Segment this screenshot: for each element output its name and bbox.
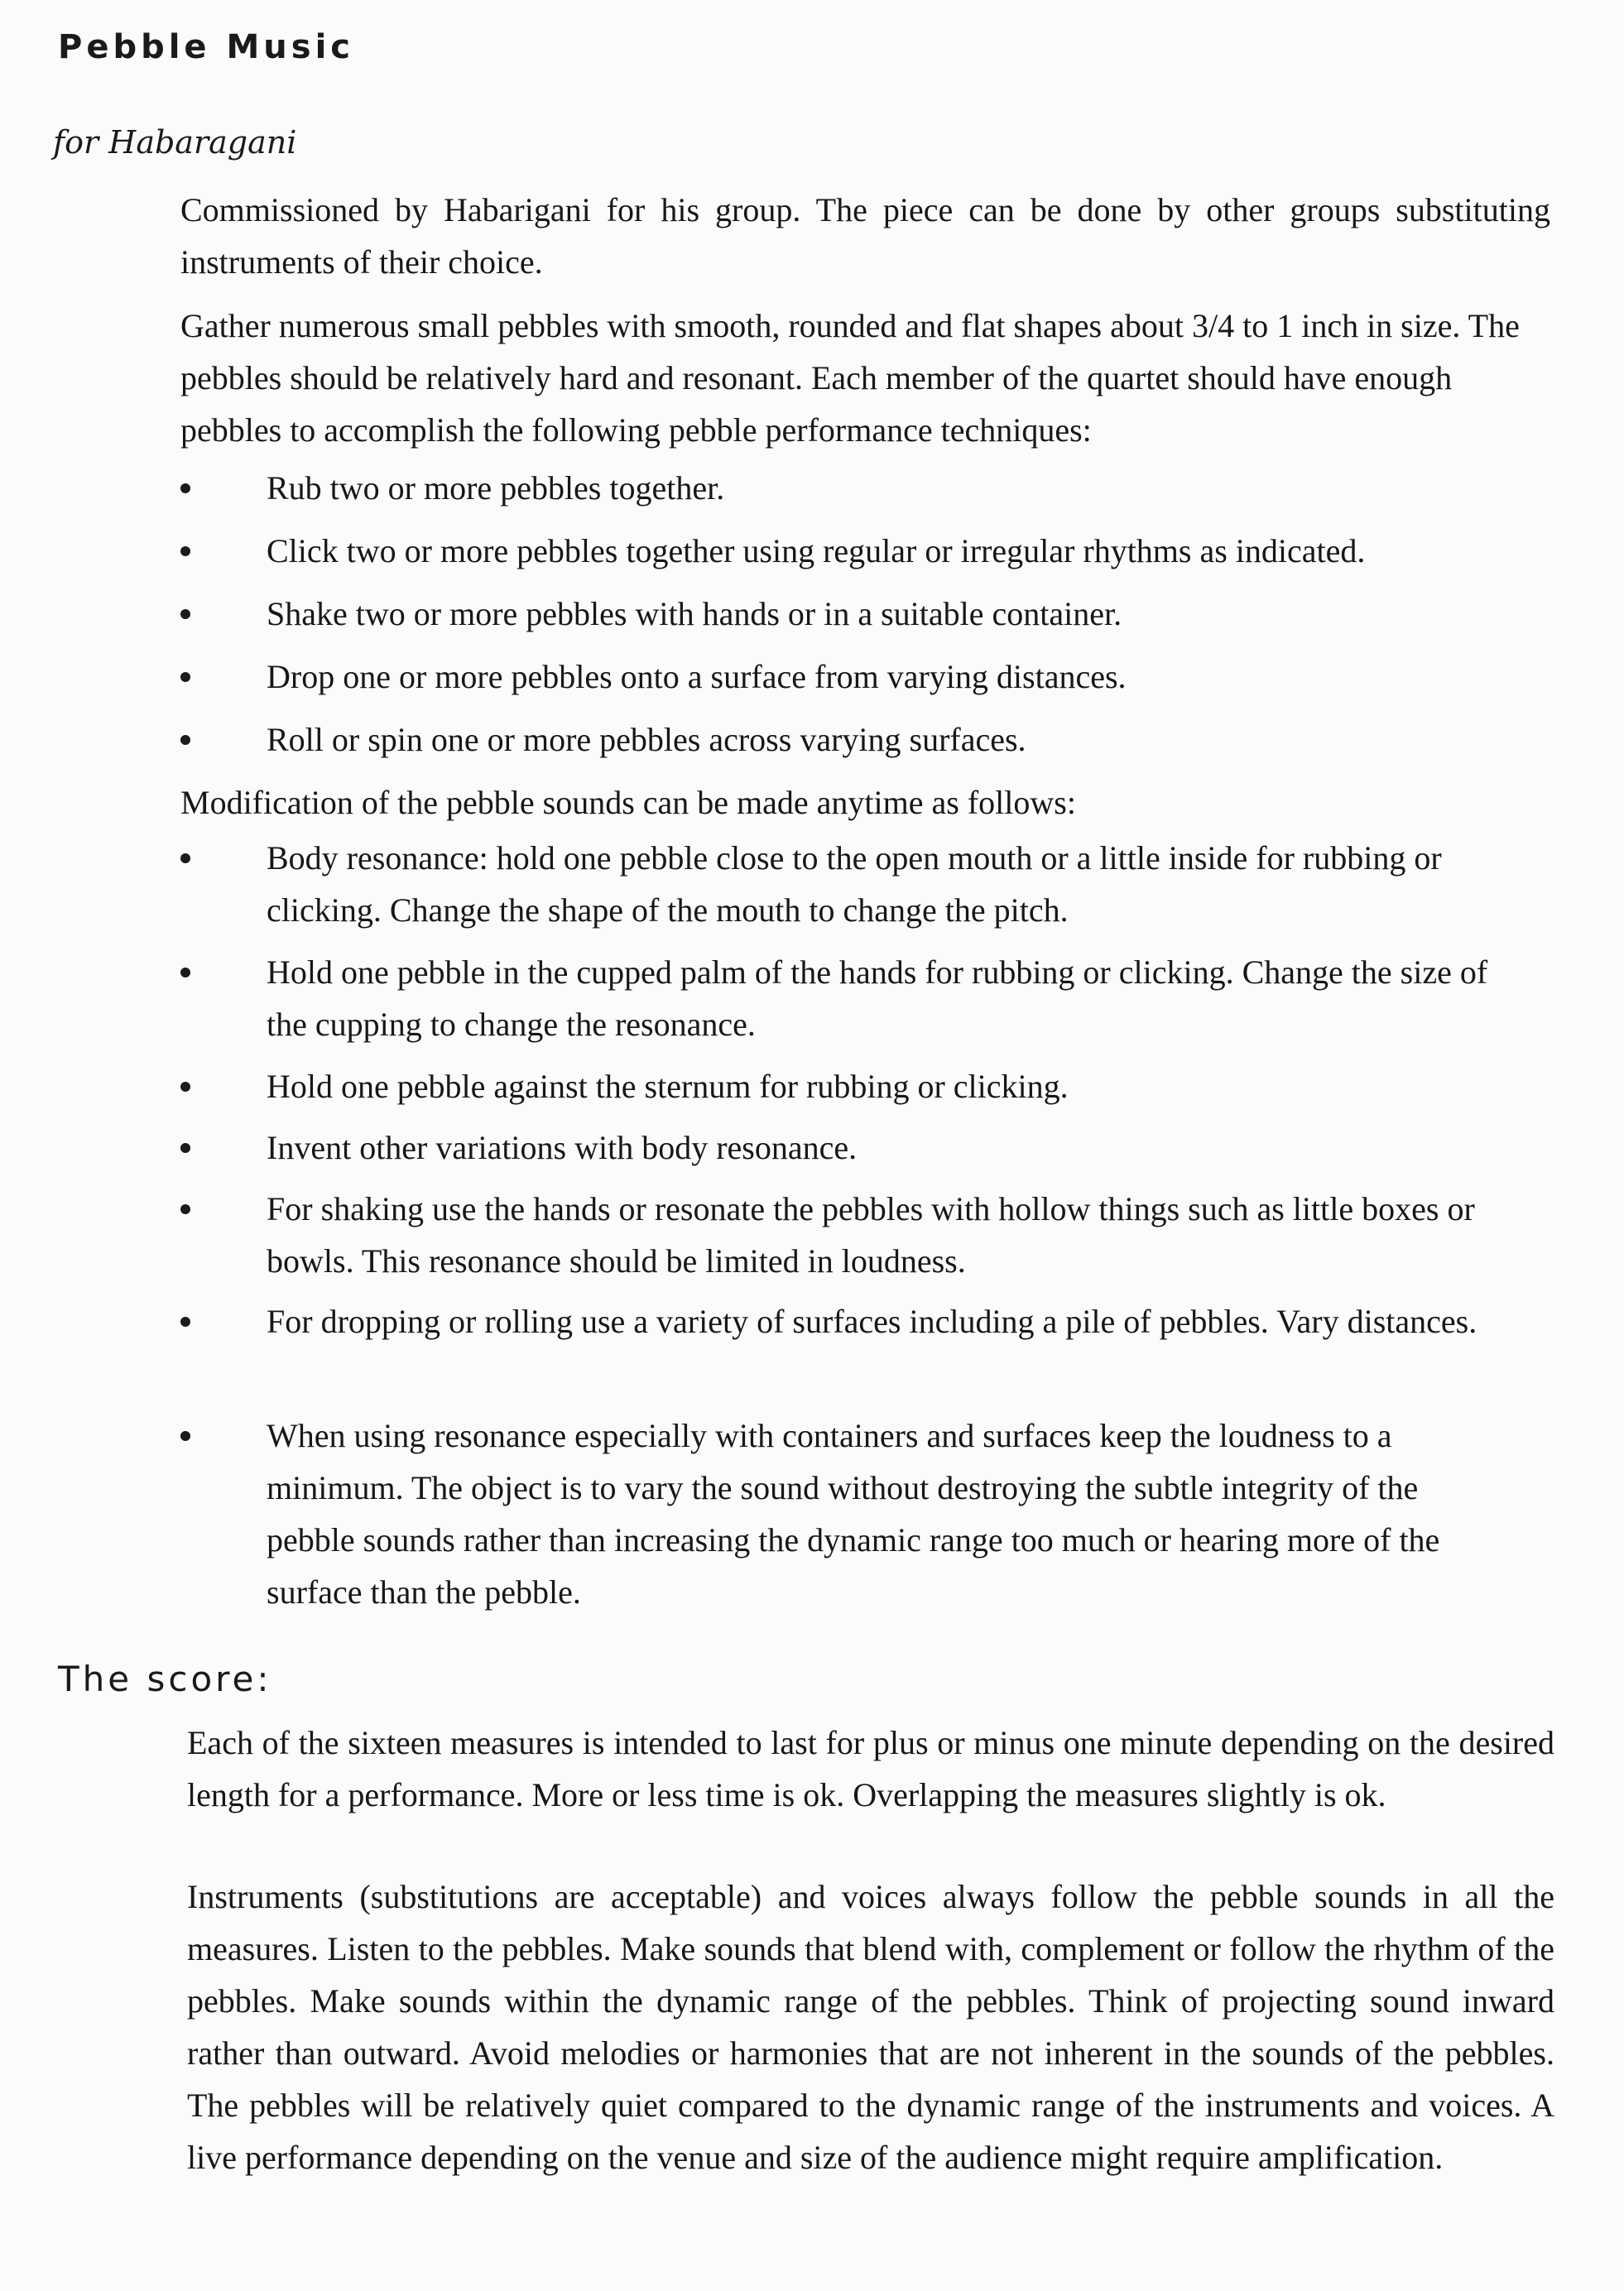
list-item (180, 1295, 1554, 1410)
page-title: Pebble Music (58, 28, 354, 66)
modification-text: For dropping or rolling use a variety of surfaces including a pile of pebbles. Vary distances. (267, 1303, 1477, 1340)
technique-text: Shake two or more pebbles with hands or in a suitable container. (267, 595, 1122, 632)
score-paragraph-instruments: Instruments (substitutions are acceptable) and voices always follow the pebble sounds in all the measures. Listen to the pebbles. Make sounds that blend with, complement or follow the rhythm of the pebbles. Make sounds within the dynamic range of the pebbles. Think of projecting sound inward rather than outward. Avoid melodies or harmonies that are not inherent in the sounds of the pebbles. The pebbles will be relatively quiet compared to the dynamic range of the instruments and voices. A live performance depending on the venue and size of the audience might require amplification. (187, 1878, 1554, 2176)
list-item (180, 832, 1554, 946)
bullet-icon (180, 672, 190, 682)
list-item (180, 1121, 1554, 1183)
modification-text: Body resonance: hold one pebble close to the open mouth or a little inside for rubbing or clicking. Change the shape of the mouth to change the pitch. (267, 839, 1442, 929)
modification-text: Invent other variations with body resonance. (267, 1129, 858, 1166)
list-item (180, 588, 1554, 651)
bullet-icon (180, 1431, 190, 1441)
modification-list (180, 832, 1554, 1621)
list-item (180, 1183, 1554, 1295)
list-item (180, 713, 1554, 776)
intro-paragraph-gather-pebbles: Gather numerous small pebbles with smooth, rounded and flat shapes about 3/4 to 1 inch in size. The pebbles should be relatively hard and resonant. Each member of the quartet should have enough pebbles to accomplish the following pebble performance techniques: (180, 307, 1520, 449)
list-item (180, 1060, 1554, 1121)
list-item (180, 1410, 1554, 1621)
list-item (180, 946, 1554, 1060)
score-heading: The score: (58, 1659, 272, 1699)
technique-text: Drop one or more pebbles onto a surface from varying distances. (267, 658, 1127, 695)
modification-text: Hold one pebble against the sternum for rubbing or clicking. (267, 1068, 1069, 1105)
list-item (180, 651, 1554, 713)
technique-text: Roll or spin one or more pebbles across varying surfaces. (267, 721, 1026, 758)
list-item (180, 525, 1554, 588)
modification-text: For shaking use the hands or resonate the pebbles with hollow things such as little boxes or bowls. This resonance should be limited in loudness. (267, 1190, 1475, 1280)
modification-intro: Modification of the pebble sounds can be made anytime as follows: (180, 784, 1076, 821)
bullet-icon (180, 1204, 190, 1214)
modification-text: Hold one pebble in the cupped palm of the hands for rubbing or clicking. Change the size of the cupping to change the resonance. (267, 953, 1488, 1043)
bullet-icon (180, 609, 190, 619)
bullet-icon (180, 1143, 190, 1153)
bullet-icon (180, 483, 190, 493)
technique-text: Rub two or more pebbles together. (267, 469, 725, 507)
intro-paragraph-commission: Commissioned by Habarigani for his group. The piece can be done by other groups substituting instruments of their choice. (180, 191, 1550, 281)
bullet-icon (180, 853, 190, 863)
bullet-icon (180, 1317, 190, 1327)
bullet-icon (180, 1082, 190, 1092)
list-item (180, 462, 1554, 525)
bullet-icon (180, 968, 190, 977)
bullet-icon (180, 735, 190, 745)
dedication: for Habaragani (53, 124, 297, 161)
technique-text: Click two or more pebbles together using regular or irregular rhythms as indicated. (267, 532, 1366, 569)
technique-list (180, 462, 1554, 776)
modification-text: When using resonance especially with containers and surfaces keep the loudness to a minimum. The object is to vary the sound without destroying the subtle integrity of the pebble sounds rather than increasing the dynamic range too much or hearing more of the surface than the pebble. (267, 1417, 1440, 1611)
score-paragraph-measures: Each of the sixteen measures is intended to last for plus or minus one minute depending on the desired length for a performance. More or less time is ok. Overlapping the measures slightly is ok. (187, 1724, 1554, 1813)
bullet-icon (180, 546, 190, 556)
